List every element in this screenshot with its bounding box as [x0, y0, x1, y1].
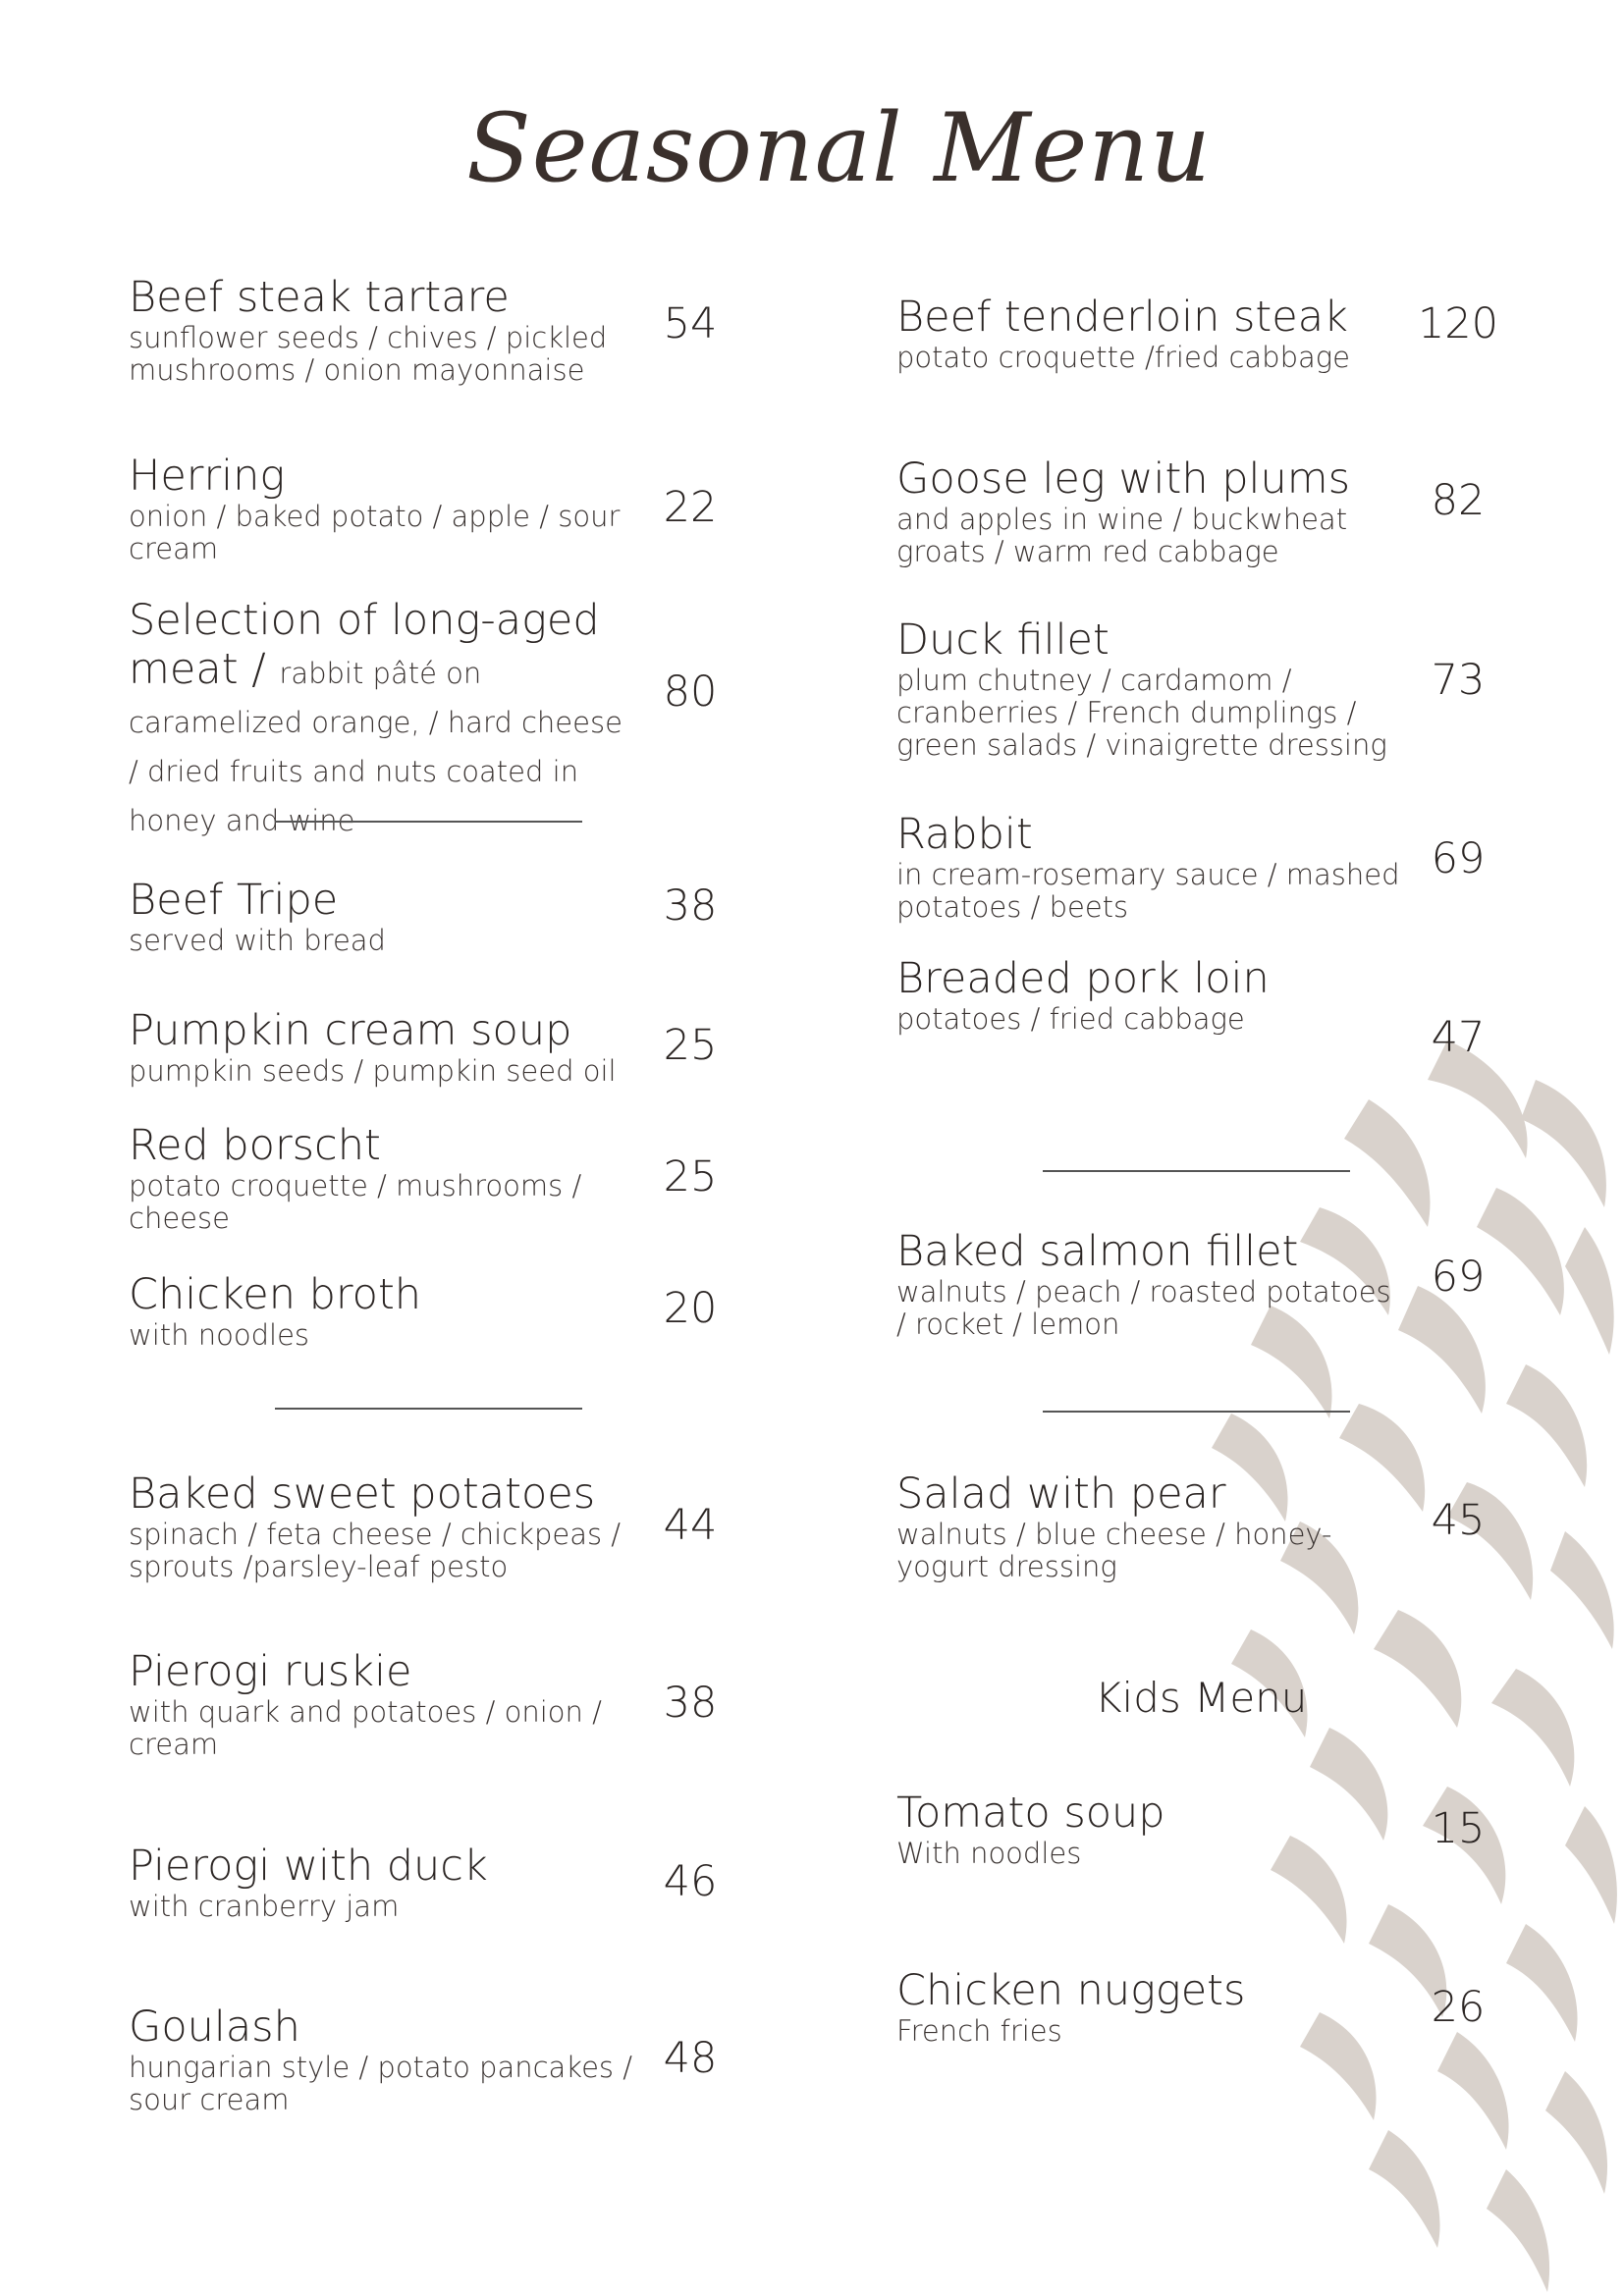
- item-price: 120: [1417, 299, 1499, 348]
- item-description: plum chutney / cardamom / cranberries / French dumplings / green salads / vinaigrette dressing: [896, 664, 1387, 762]
- menu-item: [129, 1006, 639, 1088]
- menu-item: [896, 454, 1407, 568]
- section-divider: [275, 821, 582, 823]
- menu-item: [129, 1647, 639, 1761]
- item-name: Duck fillet: [896, 615, 1110, 665]
- item-name: Tomato soup: [896, 1789, 1165, 1838]
- item-price: 73: [1431, 656, 1486, 705]
- menu-item: [896, 954, 1407, 1036]
- menu-item: [129, 2002, 639, 2116]
- item-price: 22: [663, 483, 718, 532]
- item-name: Pierogi ruskie: [129, 1647, 412, 1696]
- menu-item: [896, 1966, 1407, 2048]
- item-price: 25: [663, 1152, 718, 1201]
- item-name: Goose leg with plums: [896, 454, 1351, 504]
- item-description: in cream-rosemary sauce / mashed potatoes / beets: [896, 858, 1400, 924]
- menu-item: [129, 1270, 639, 1352]
- item-name: Rabbit: [896, 810, 1033, 859]
- section-divider: [1043, 1411, 1350, 1413]
- item-name: Chicken broth: [129, 1270, 422, 1319]
- item-price: 25: [663, 1021, 718, 1070]
- menu-item: [129, 1842, 639, 1923]
- item-name: Salad with pear: [896, 1469, 1226, 1519]
- section-divider: [275, 1408, 582, 1410]
- menu-item: [896, 1789, 1407, 1870]
- item-description: walnuts / blue cheese / honey-yogurt dressing: [896, 1518, 1332, 1583]
- menu-item: [129, 1121, 639, 1235]
- item-price: 69: [1431, 1253, 1486, 1302]
- item-price: 38: [663, 1679, 718, 1728]
- section-divider: [1043, 1170, 1350, 1172]
- item-name: Goulash: [129, 2002, 300, 2052]
- menu-item: [129, 452, 639, 565]
- item-name: [129, 596, 639, 841]
- item-name: Red borscht: [129, 1121, 381, 1170]
- item-description: rabbit pâté on caramelized orange, / hard cheese / dried fruits and nuts coated in honey and wine: [129, 657, 623, 837]
- menu-item: [896, 1227, 1407, 1341]
- menu-title: Seasonal Menu: [466, 93, 1212, 203]
- item-price: 20: [663, 1284, 718, 1333]
- menu-item: [129, 273, 639, 387]
- item-description: and apples in wine / buckwheat groats / warm red cabbage: [896, 503, 1348, 568]
- item-description: potato croquette /fried cabbage: [896, 341, 1351, 374]
- item-description: hungarian style / potato pancakes / sour cream: [129, 2051, 633, 2116]
- item-price: 15: [1431, 1804, 1486, 1853]
- item-price: 80: [663, 667, 718, 717]
- item-description: potatoes / fried cabbage: [896, 1002, 1245, 1036]
- item-price: 44: [663, 1501, 718, 1550]
- item-description: onion / baked potato / apple / sour cream: [129, 500, 621, 565]
- item-name: Herring: [129, 452, 286, 501]
- item-description: served with bread: [129, 924, 386, 957]
- item-description: with cranberry jam: [129, 1890, 400, 1923]
- item-description: walnuts / peach / roasted potatoes / rocket / lemon: [896, 1275, 1391, 1341]
- item-name: Pierogi with duck: [129, 1842, 488, 1891]
- item-description: pumpkin seeds / pumpkin seed oil: [129, 1054, 617, 1088]
- menu-item: [129, 876, 639, 957]
- menu-item: [129, 596, 639, 841]
- item-price: 46: [663, 1857, 718, 1906]
- menu-item: [896, 293, 1407, 374]
- item-name: Baked salmon fillet: [896, 1227, 1299, 1276]
- menu-item: [896, 810, 1407, 924]
- item-price: 45: [1431, 1496, 1486, 1545]
- item-price: 26: [1431, 1983, 1486, 2032]
- item-price: 54: [663, 299, 718, 348]
- item-price: 82: [1431, 476, 1486, 525]
- item-name: Beef Tripe: [129, 876, 339, 925]
- item-name: Chicken nuggets: [896, 1966, 1246, 2015]
- item-name: Breaded pork loin: [896, 954, 1270, 1003]
- item-name: Beef tenderloin steak: [896, 293, 1348, 342]
- item-price: 38: [663, 881, 718, 931]
- item-description: with noodles: [129, 1318, 310, 1352]
- item-name-text: Selection of long-aged meat /: [129, 596, 600, 694]
- item-price: 47: [1431, 1013, 1486, 1062]
- kids-menu-heading: Kids Menu: [1095, 1674, 1308, 1722]
- item-description: sunflower seeds / chives / pickled mushrooms / onion mayonnaise: [129, 321, 608, 387]
- item-price: 69: [1431, 834, 1486, 883]
- item-description: With noodles: [896, 1837, 1082, 1870]
- menu-item: [896, 1469, 1407, 1583]
- menu-item: [129, 1469, 639, 1583]
- item-name: Pumpkin cream soup: [129, 1006, 572, 1055]
- item-price: 48: [663, 2034, 718, 2083]
- item-description: with quark and potatoes / onion / cream: [129, 1695, 602, 1761]
- item-description: spinach / feta cheese / chickpeas / sprouts /parsley-leaf pesto: [129, 1518, 622, 1583]
- item-name: Beef steak tartare: [129, 273, 510, 322]
- menu-item: [896, 615, 1407, 762]
- item-description: potato croquette / mushrooms / cheese: [129, 1169, 582, 1235]
- item-description: French fries: [896, 2014, 1062, 2048]
- item-name: Baked sweet potatoes: [129, 1469, 596, 1519]
